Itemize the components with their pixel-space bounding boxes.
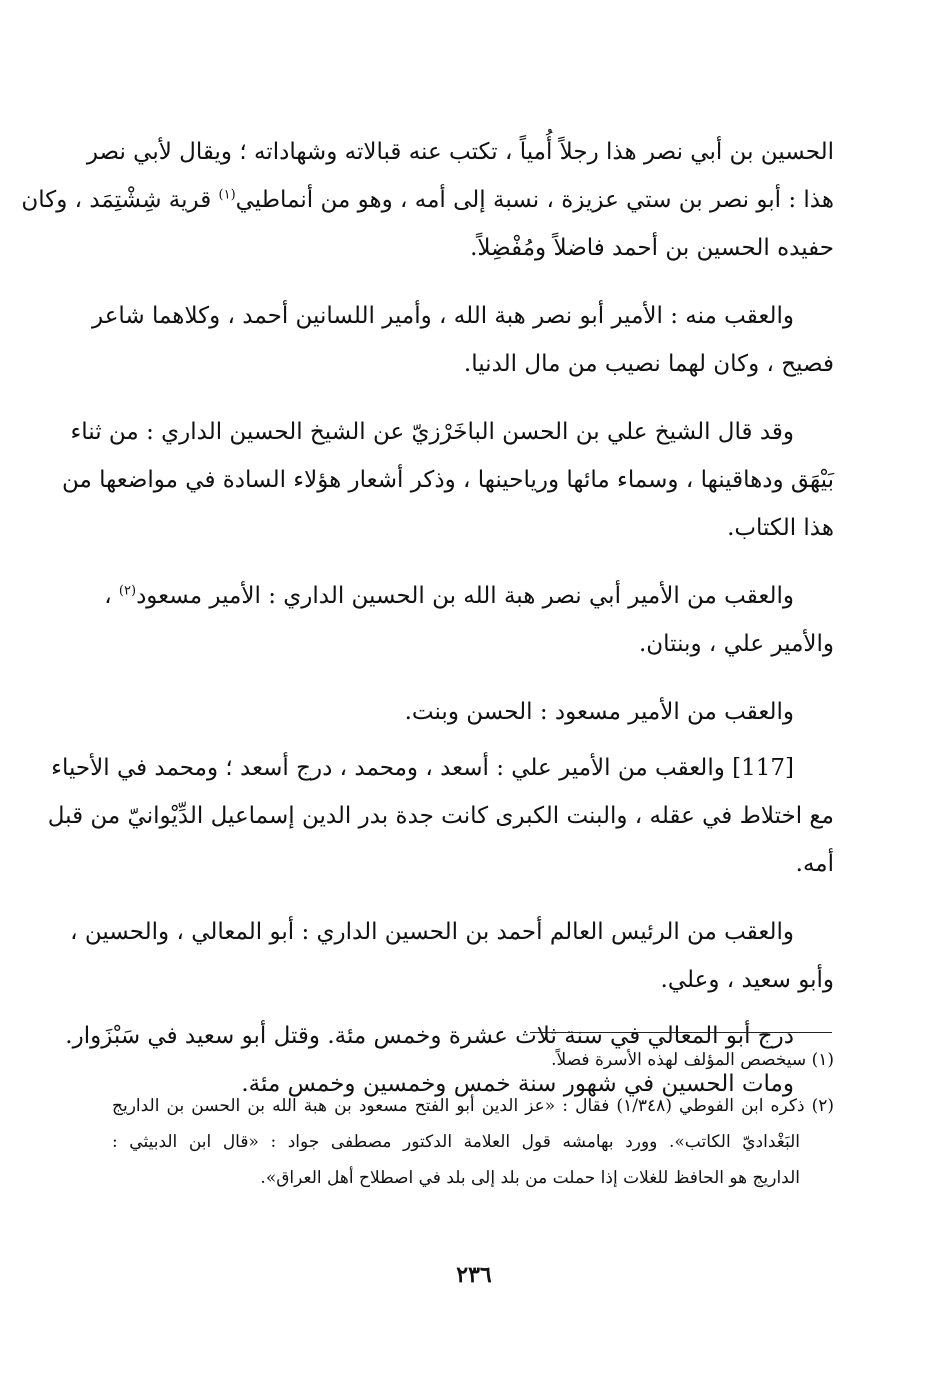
footnote-line: (١) سيخصص المؤلف لهذه الأسرة فصلاً. bbox=[551, 1050, 834, 1070]
paragraph-2 bbox=[92, 292, 834, 388]
footnote-line: الداريج هو الحافظ للغلات إذا حملت من بلد إلى بلد في اصطلاح أهل العراق». bbox=[260, 1168, 800, 1188]
text-segment: هذا : أبو نصر بن ستي عزيزة ، نسبة إلى أمه ، وهو من أنماطيي bbox=[235, 187, 834, 213]
text-line: ومات الحسين في شهور سنة خمس وخمسين وخمس مئة. bbox=[241, 1071, 794, 1097]
text-line: أمه. bbox=[795, 851, 834, 877]
footnote-line: البَغْداديّ الكاتب». وورد بهامشه قول العلامة الدكتور مصطفى جواد : «قال ابن الدبيثي : bbox=[112, 1132, 800, 1152]
text-segment: قرية شِشْتِمَد ، وكان bbox=[21, 187, 219, 213]
text-line bbox=[104, 572, 834, 620]
footnote-2 bbox=[112, 1088, 834, 1196]
text-line: والعقب من الرئيس العالم أحمد بن الحسين الداري : أبو المعالي ، والحسين ، bbox=[70, 919, 794, 945]
footnotes bbox=[112, 1042, 834, 1206]
text-line: درج أبو المعالي في سنة ثلاث عشرة وخمس مئة. وقتل أبو سعيد في سَبْزَوار. bbox=[65, 1023, 794, 1049]
paragraph-3 bbox=[62, 408, 834, 552]
text-line: والأمير علي ، وبنتان. bbox=[638, 631, 834, 657]
text-segment: والعقب من الأمير أبي نصر هبة الله بن الحسين الداري : الأمير مسعود bbox=[136, 583, 794, 609]
paragraph-7 bbox=[70, 908, 834, 1004]
footnote-ref-1[interactable]: (١) bbox=[218, 187, 236, 203]
text-line: حفيده الحسين بن أحمد فاضلاً ومُفْضِلاً. bbox=[470, 235, 834, 261]
main-text bbox=[21, 128, 834, 1108]
text-line: وأبو سعيد ، وعلي. bbox=[660, 967, 834, 993]
text-line: والعقب من الأمير مسعود : الحسن وبنت. bbox=[404, 699, 794, 725]
text-line: بَيْهَق ودهاقينها ، وسماء مائها ورياحينها ، وذكر أشعار هؤلاء السادة في مواضعها من bbox=[62, 467, 834, 493]
page-number: ٢٣٦ bbox=[456, 1262, 492, 1288]
footnote-line: (٢) ذكره ابن الفوطي (١/٣٤٨) فقال : «عز الدين أبو الفتح مسعود بن هبة الله بن الحسن بن الداريج bbox=[112, 1096, 834, 1116]
text-line bbox=[21, 176, 834, 224]
footnote-ref-2[interactable]: (٢) bbox=[118, 583, 137, 599]
footnote-divider bbox=[530, 1032, 832, 1033]
text-line: مع اختلاط في عقله ، والبنت الكبرى كانت جدة بدر الدين إسماعيل الدِّيْوانيّ من قبل bbox=[47, 803, 834, 829]
paragraph-5 bbox=[112, 688, 834, 736]
paragraph-4 bbox=[104, 572, 834, 668]
paragraph-6 bbox=[47, 744, 834, 888]
text-line: هذا الكتاب. bbox=[727, 515, 834, 541]
text-line: الحسين بن أبي نصر هذا رجلاً أُمياً ، تكتب عنه قبالاته وشهاداته ؛ ويقال لأبي نصر bbox=[86, 139, 834, 165]
text-line: والعقب منه : الأمير أبو نصر هبة الله ، وأمير اللسانين أحمد ، وكلاهما شاعر bbox=[92, 303, 794, 329]
text-line: [117] والعقب من الأمير علي : أسعد ، ومحمد ، درج أسعد ؛ ومحمد في الأحياء bbox=[51, 755, 794, 781]
text-line: وقد قال الشيخ علي بن الحسن الباخَرْزيّ عن الشيخ الحسين الداري : من ثناء bbox=[70, 419, 794, 445]
paragraph-1 bbox=[21, 128, 834, 272]
text-segment: ، bbox=[104, 583, 119, 609]
footnote-1 bbox=[112, 1042, 834, 1078]
text-line: فصيح ، وكان لهما نصيب من مال الدنيا. bbox=[463, 351, 834, 377]
